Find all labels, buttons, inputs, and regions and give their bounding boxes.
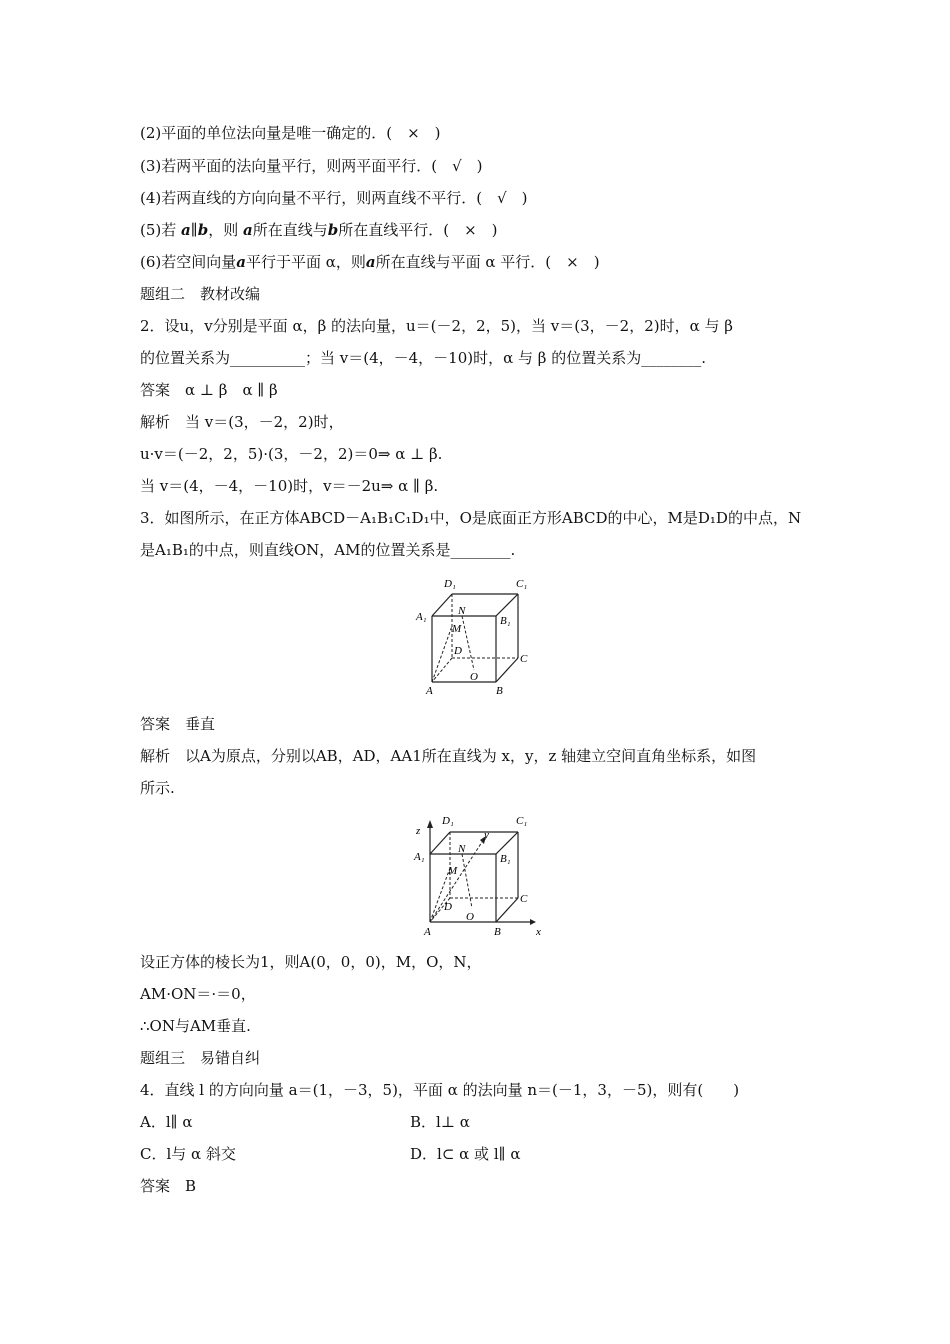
text: ，则 <box>208 221 243 239</box>
q2-solution-3: 当 v＝(4，－4，－10)时，v＝－2u⇒ α ∥ β. <box>140 477 439 495</box>
label-z: z <box>416 825 421 837</box>
label-C: C <box>520 653 528 665</box>
label-C1: C₁ <box>516 578 528 590</box>
q3-solution-1: 解析 以A为原点，分别以AB，AD，AA1所在直线为 x，y，z 轴建立空间直角坐标系，如图 <box>140 747 757 765</box>
group3-title: 题组三 易错自纠 <box>140 1049 261 1067</box>
label-A: A <box>426 685 433 697</box>
label-D: D <box>444 901 452 913</box>
q3-answer: 答案 垂直 <box>140 715 216 733</box>
q2-solution-2: u·v＝(－2，2，5)·(3，－2，2)＝0⇒ α ⊥ β. <box>140 445 443 463</box>
text: 所在直线与 <box>252 221 328 239</box>
label-N: N <box>458 605 466 617</box>
label-M: M <box>452 623 462 635</box>
label-D: D <box>454 645 462 657</box>
label-C1: C₁ <box>516 815 528 827</box>
q1-item-2: (2)平面的单位法向量是唯一确定的．( × ) <box>140 124 441 142</box>
text: (5)若 <box>140 221 182 239</box>
q3-solution-2: 所示. <box>140 779 175 797</box>
parallel-symbol: ∥ <box>190 221 198 239</box>
q4-option-c: C．l与 α 斜交 <box>140 1145 236 1163</box>
cube-figure-2 <box>410 810 545 940</box>
q1-item-4: (4)若两直线的方向向量不平行，则两直线不平行．( √ ) <box>140 189 528 207</box>
q2-solution-1: 解析 当 v＝(3，－2，2)时， <box>140 413 344 431</box>
q3-solution-4: AM·ON＝·＝0， <box>140 985 256 1003</box>
vector-b: b <box>327 221 339 239</box>
text: 所在直线与平面 α 平行．( × ) <box>375 253 600 271</box>
label-D1: D₁ <box>442 815 454 827</box>
label-x: x <box>536 926 541 938</box>
q3-solution-5: ∴ON与AM垂直. <box>140 1017 251 1035</box>
label-N: N <box>458 843 466 855</box>
vector-a: a <box>181 221 191 239</box>
label-O: O <box>470 671 478 683</box>
label-D1: D₁ <box>444 578 456 590</box>
label-A1: A₁ <box>416 611 427 623</box>
q3-line-1: 3．如图所示，在正方体ABCD－A₁B₁C₁D₁中，O是底面正方形ABCD的中心，M是D₁D的中点，N <box>140 509 802 527</box>
label-O: O <box>466 911 474 923</box>
label-B1: B₁ <box>500 615 511 627</box>
q2-answer: 答案 α ⊥ β α ∥ β <box>140 381 278 399</box>
label-B: B <box>496 685 503 697</box>
q4-option-d: D．l⊂ α 或 l∥ α <box>410 1145 521 1163</box>
vector-a: a <box>236 253 246 271</box>
q4-answer: 答案 B <box>140 1177 197 1195</box>
label-A: A <box>424 926 431 938</box>
vector-a: a <box>242 221 253 239</box>
q4-option-a: A．l∥ α <box>140 1113 193 1131</box>
label-B1: B₁ <box>500 853 511 865</box>
q1-item-6 <box>140 252 600 272</box>
q4-option-b: B．l⊥ α <box>410 1113 470 1131</box>
label-y: y <box>484 829 489 841</box>
q2-line-2: 的位置关系为__________；当 v＝(4，－4，－10)时，α 与 β 的位置关系为________. <box>140 349 706 367</box>
q1-item-3: (3)若两平面的法向量平行，则两平面平行．( √ ) <box>140 157 483 175</box>
vector-b: b <box>197 221 209 239</box>
cube-figure-1 <box>410 572 540 702</box>
q3-line-2: 是A₁B₁的中点，则直线ON，AM的位置关系是________. <box>140 541 516 559</box>
text: 所在直线平行．( × ) <box>338 221 498 239</box>
q2-line-1: 2．设u，v分别是平面 α，β 的法向量，u＝(－2，2，5)，当 v＝(3，－2，2)时，α 与 β <box>140 317 733 335</box>
label-M: M <box>448 865 458 877</box>
label-A1: A₁ <box>414 851 425 863</box>
group2-title: 题组二 教材改编 <box>140 285 261 303</box>
q3-solution-3: 设正方体的棱长为1，则A(0，0，0)，M，O，N， <box>140 953 482 971</box>
text: (6)若空间向量 <box>140 253 237 271</box>
label-C: C <box>520 893 528 905</box>
q4-line-1: 4．直线 l 的方向向量 a＝(1，－3，5)，平面 α 的法向量 n＝(－1，3，－5)，则有( ) <box>140 1081 740 1099</box>
text: 平行于平面 α，则 <box>245 253 366 271</box>
vector-a: a <box>365 253 376 271</box>
label-B: B <box>494 926 501 938</box>
q1-item-5 <box>140 220 498 240</box>
